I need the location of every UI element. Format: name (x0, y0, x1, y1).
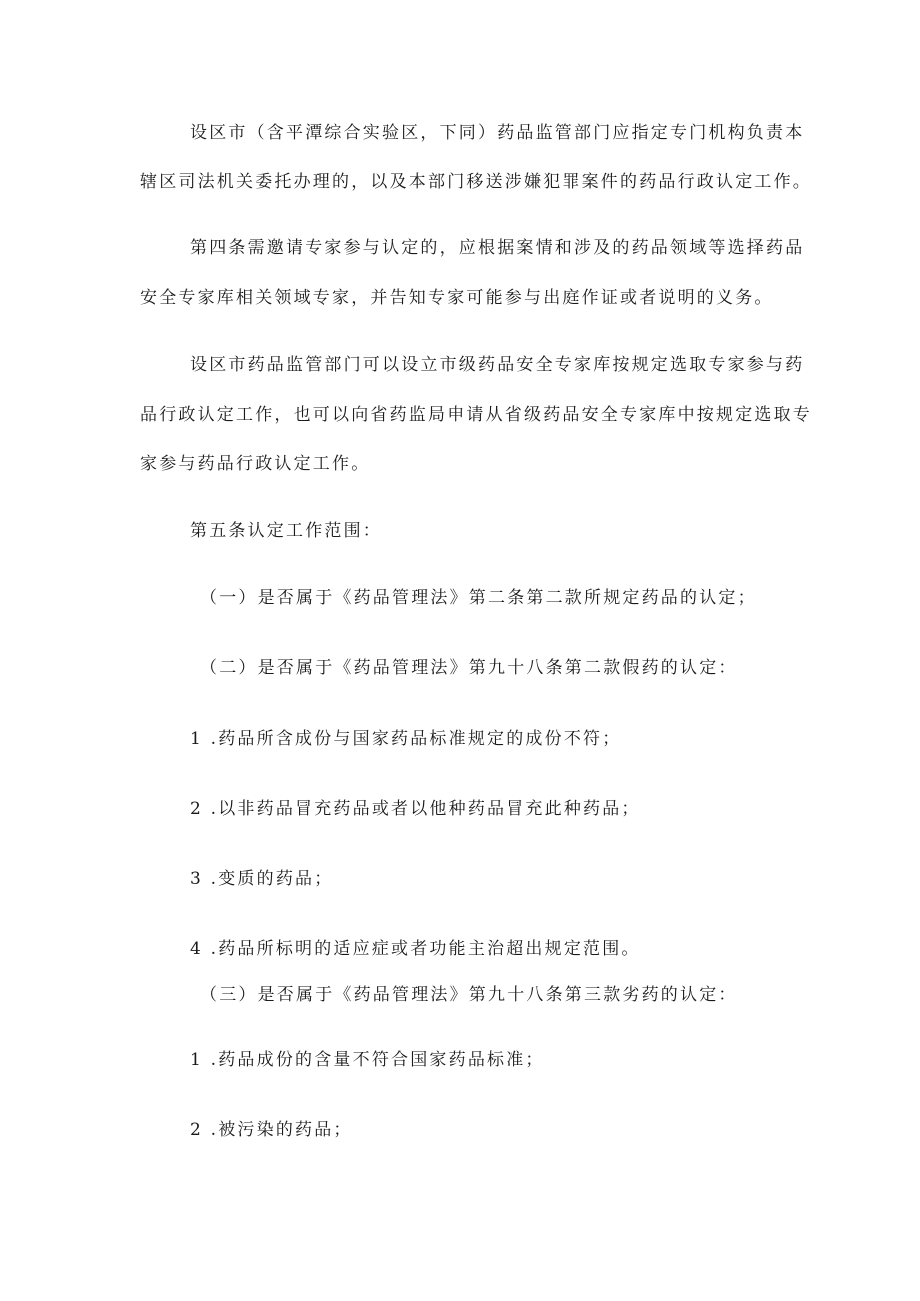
item-2-sub-3: 3 .变质的药品； (190, 869, 334, 889)
item-1: （一）是否属于《药品管理法》第二条第二款所规定药品的认定； (200, 588, 757, 608)
paragraph-3-line-2: 品行政认定工作，也可以向省药监局申请从省级药品安全专家库中按规定选取专 (140, 405, 812, 425)
item-2-sub-1: 1 .药品所含成份与国家药品标准规定的成份不符； (190, 729, 622, 749)
paragraph-1-line-2: 辖区司法机关委托办理的，以及本部门移送涉嫌犯罪案件的药品行政认定工作。 (140, 172, 812, 192)
paragraph-2-line-1: 第四条需邀请专家参与认定的，应根据案情和涉及的药品领域等选择药品 (190, 238, 805, 258)
paragraph-1-line-1: 设区市（含平潭综合实验区，下同）药品监管部门应指定专门机构负责本 (190, 123, 805, 143)
article-5-heading: 第五条认定工作范围： (190, 521, 382, 541)
item-3: （三）是否属于《药品管理法》第九十八条第三款劣药的认定： (200, 985, 738, 1005)
paragraph-3-line-3: 家参与药品行政认定工作。 (140, 454, 371, 474)
item-3-sub-2: 2 .被污染的药品； (190, 1120, 353, 1140)
paragraph-3-line-1: 设区市药品监管部门可以设立市级药品安全专家库按规定选取专家参与药 (190, 355, 805, 375)
item-2-sub-2: 2 .以非药品冒充药品或者以他种药品冒充此种药品； (190, 799, 641, 819)
item-2: （二）是否属于《药品管理法》第九十八条第二款假药的认定： (200, 658, 738, 678)
paragraph-2-line-2: 安全专家库相关领域专家，并告知专家可能参与出庭作证或者说明的义务。 (140, 288, 774, 308)
item-2-sub-4: 4 .药品所标明的适应症或者功能主治超出规定范围。 (190, 939, 641, 959)
item-3-sub-1: 1 .药品成份的含量不符合国家药品标准； (190, 1050, 545, 1070)
